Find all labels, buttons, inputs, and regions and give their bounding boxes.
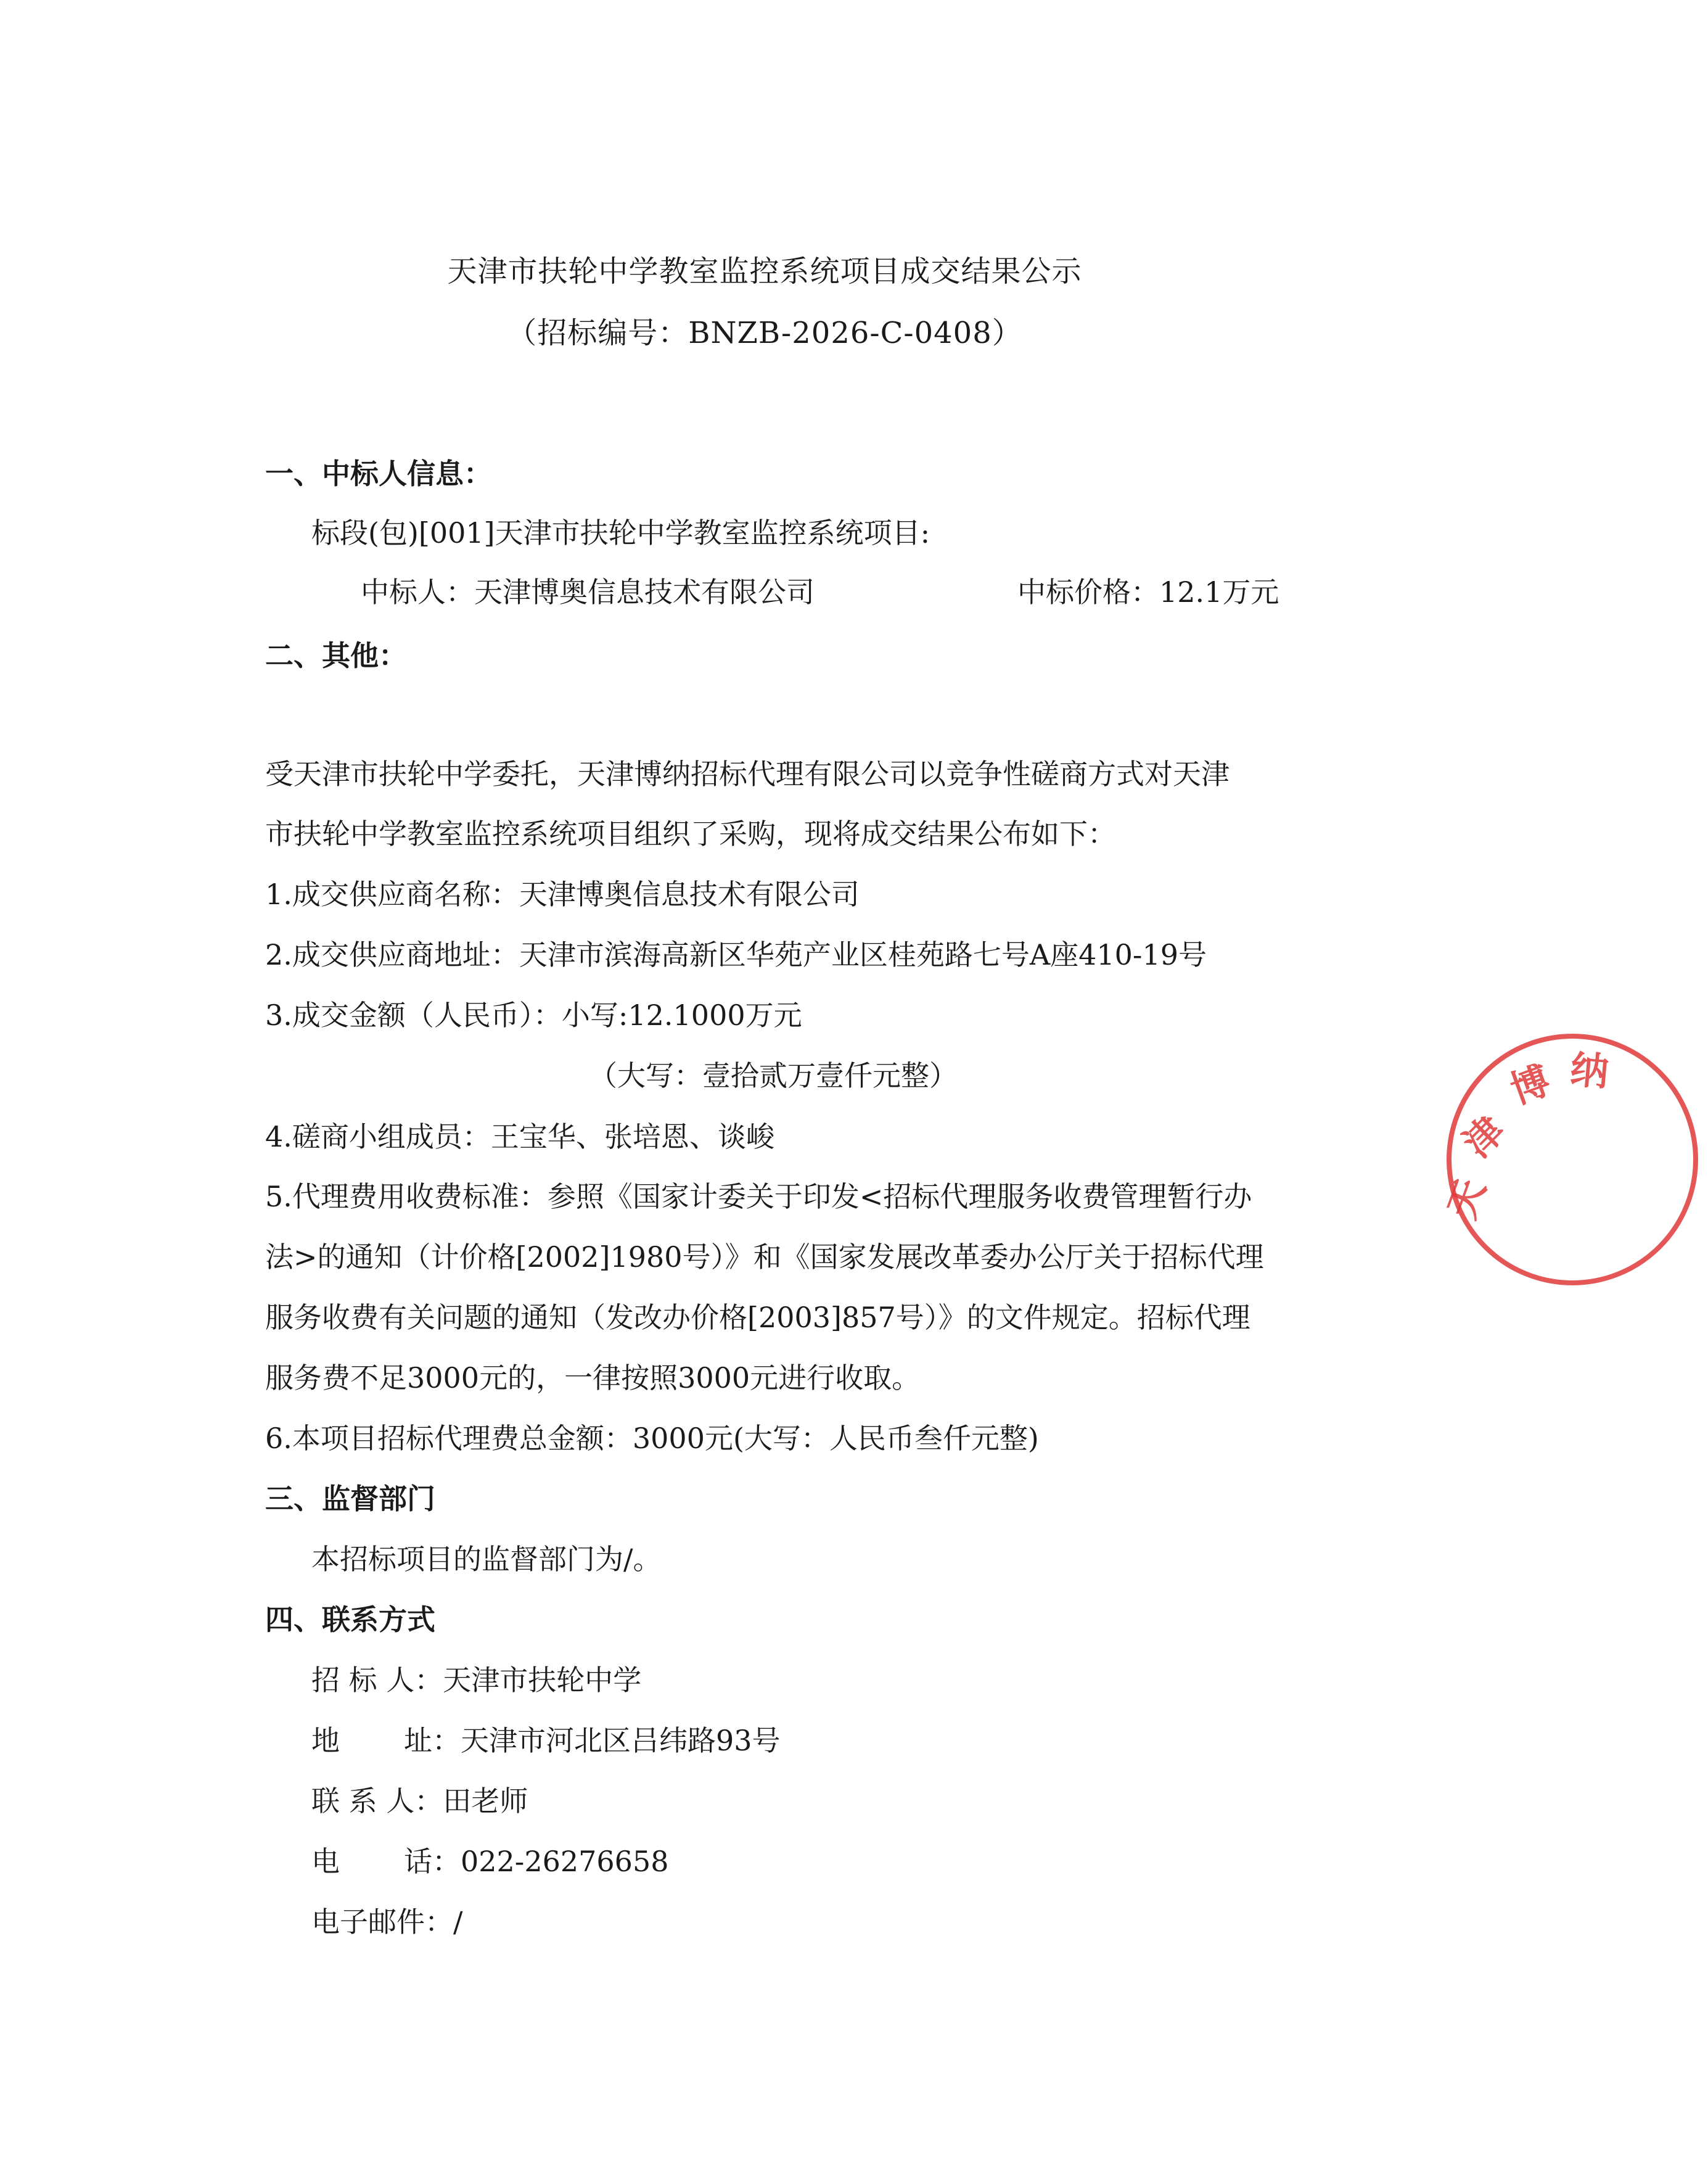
section-4-heading: 四、联系方式	[265, 1603, 435, 1636]
contact-email: 电子邮件：/	[311, 1905, 463, 1938]
item-3-uppercase-amount: （大写：壹拾贰万壹仟元整）	[589, 1059, 958, 1092]
contact-phone: 话：022-26276658	[404, 1845, 669, 1878]
item-5-line-4: 服务费不足3000元的，一律按照3000元进行收取。	[265, 1361, 921, 1395]
winner-price: 中标价格：12.1万元	[1017, 575, 1279, 609]
paragraph-line-2: 市扶轮中学教室监控系统项目组织了采购，现将成交结果公布如下：	[265, 817, 1116, 851]
lot-line: 标段(包)[001]天津市扶轮中学教室监控系统项目:	[311, 516, 930, 550]
bid-number: （招标编号：BNZB-2026-C-0408）	[507, 316, 1022, 350]
item-5-line-2: 法>的通知（计价格[2002]1980号）》和《国家发展改革委办公厅关于招标代理	[265, 1240, 1264, 1274]
contact-tenderer: 招 标 人：天津市扶轮中学	[311, 1663, 642, 1697]
svg-text:博: 博	[1505, 1057, 1556, 1113]
contact-person: 联 系 人：田老师	[311, 1784, 528, 1818]
item-4: 4.磋商小组成员：王宝华、张培恩、谈峻	[265, 1120, 774, 1153]
item-1: 1.成交供应商名称：天津博奥信息技术有限公司	[265, 878, 860, 911]
item-2: 2.成交供应商地址：天津市滨海高新区华苑产业区桂苑路七号A座410-19号	[265, 938, 1207, 971]
item-3: 3.成交金额（人民币）：小写:12.1000万元	[265, 999, 802, 1032]
svg-text:天: 天	[1439, 1172, 1495, 1225]
company-seal	[1437, 1024, 1708, 1295]
item-5-line-1: 5.代理费用收费标准：参照《国家计委关于印发<招标代理服务收费管理暂行办	[265, 1180, 1252, 1213]
contact-address: 址：天津市河北区吕纬路93号	[404, 1724, 781, 1757]
contact-phone-label: 电	[311, 1845, 340, 1878]
item-5-line-3: 服务收费有关问题的通知（发改办价格[2003]857号）》的文件规定。招标代理	[265, 1301, 1250, 1334]
supervision-text: 本招标项目的监督部门为/。	[311, 1543, 662, 1576]
contact-address-label: 地	[311, 1724, 340, 1757]
paragraph-line-1: 受天津市扶轮中学委托，天津博纳招标代理有限公司以竞争性磋商方式对天津	[265, 757, 1230, 791]
svg-text:津: 津	[1454, 1107, 1514, 1166]
document-title: 天津市扶轮中学教室监控系统项目成交结果公示	[447, 254, 1082, 289]
section-3-heading: 三、监督部门	[265, 1482, 435, 1515]
section-2-heading: 二、其他：	[265, 639, 407, 672]
winner-line: 中标人：天津博奥信息技术有限公司	[361, 575, 815, 609]
svg-text:纳: 纳	[1568, 1047, 1611, 1095]
section-1-heading: 一、中标人信息：	[265, 457, 492, 490]
item-6: 6.本项目招标代理费总金额：3000元(大写：人民币叁仟元整)	[265, 1422, 1039, 1455]
